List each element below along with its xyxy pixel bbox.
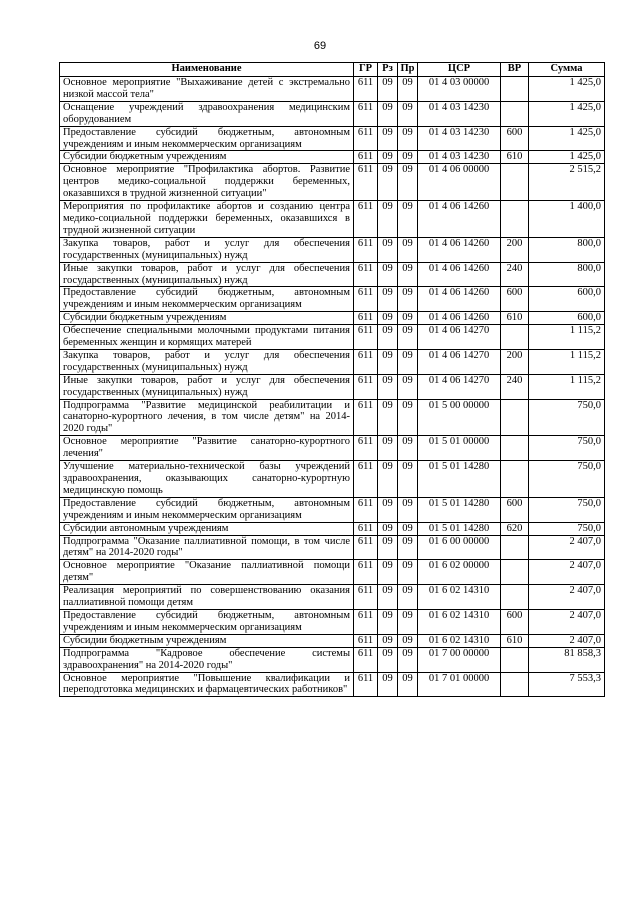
row-csr: 01 5 01 00000 (418, 436, 501, 461)
row-sum: 800,0 (529, 262, 605, 287)
row-vr (501, 560, 529, 585)
row-vr (501, 201, 529, 238)
row-name: Подпрограмма "Кадровое обеспечение системы здравоохранения" на 2014-2020 годы" (60, 647, 354, 672)
row-csr: 01 6 02 14310 (418, 585, 501, 610)
row-vr (501, 399, 529, 436)
table-row (60, 262, 605, 287)
row-pr: 09 (398, 522, 418, 535)
row-gr: 611 (354, 287, 378, 312)
row-csr: 01 5 01 14280 (418, 461, 501, 498)
row-rz: 09 (378, 151, 398, 164)
row-pr: 09 (398, 77, 418, 102)
row-gr: 611 (354, 312, 378, 325)
row-pr: 09 (398, 374, 418, 399)
table-row (60, 399, 605, 436)
row-name: Предоставление субсидий бюджетным, автономным учреждениям и иным некоммерческим организациям (60, 126, 354, 151)
row-name: Основное мероприятие "Повышение квалификации и переподготовка медицинских и фармацевтических работников" (60, 672, 354, 697)
row-rz: 09 (378, 672, 398, 697)
row-csr: 01 6 02 14310 (418, 609, 501, 634)
row-rz: 09 (378, 101, 398, 126)
table-row (60, 312, 605, 325)
row-rz: 09 (378, 634, 398, 647)
row-pr: 09 (398, 560, 418, 585)
table-header-row (60, 63, 605, 77)
row-name: Реализация мероприятий по совершенствованию оказания паллиативной помощи детям (60, 585, 354, 610)
row-csr: 01 4 03 14230 (418, 126, 501, 151)
row-csr: 01 4 06 00000 (418, 164, 501, 201)
row-name: Обеспечение специальными молочными продуктами питания беременных женщин и кормящих матерей (60, 325, 354, 350)
row-name: Улучшение материально-технической базы учреждений здравоохранения, оказывающих санаторно-курортную медицинскую помощь (60, 461, 354, 498)
row-pr: 09 (398, 647, 418, 672)
row-csr: 01 4 06 14260 (418, 201, 501, 238)
row-csr: 01 4 06 14270 (418, 349, 501, 374)
row-gr: 611 (354, 101, 378, 126)
row-csr: 01 4 06 14270 (418, 325, 501, 350)
table-row (60, 287, 605, 312)
row-rz: 09 (378, 461, 398, 498)
row-csr: 01 5 00 00000 (418, 399, 501, 436)
page-number: 69 (313, 40, 327, 52)
row-vr (501, 436, 529, 461)
row-pr: 09 (398, 325, 418, 350)
row-pr: 09 (398, 436, 418, 461)
table-row (60, 77, 605, 102)
row-rz: 09 (378, 126, 398, 151)
row-sum: 1 400,0 (529, 201, 605, 238)
row-vr: 620 (501, 522, 529, 535)
row-sum: 600,0 (529, 312, 605, 325)
table-row (60, 374, 605, 399)
row-rz: 09 (378, 77, 398, 102)
row-sum: 1 425,0 (529, 151, 605, 164)
row-csr: 01 4 06 14260 (418, 287, 501, 312)
row-csr: 01 7 00 00000 (418, 647, 501, 672)
row-sum: 2 407,0 (529, 560, 605, 585)
row-rz: 09 (378, 349, 398, 374)
row-rz: 09 (378, 535, 398, 560)
row-pr: 09 (398, 672, 418, 697)
row-name: Мероприятия по профилактике абортов и созданию центра медико-социальной поддержки беременных, оказавшихся в трудной жизненной ситуации (60, 201, 354, 238)
row-name: Субсидии автономным учреждениям (60, 522, 354, 535)
row-csr: 01 4 06 14270 (418, 374, 501, 399)
row-rz: 09 (378, 399, 398, 436)
row-gr: 611 (354, 151, 378, 164)
row-rz: 09 (378, 436, 398, 461)
row-gr: 611 (354, 672, 378, 697)
row-rz: 09 (378, 237, 398, 262)
table-row (60, 609, 605, 634)
budget-table (59, 62, 605, 697)
row-name: Основное мероприятие "Выхаживание детей с экстремально низкой массой тела" (60, 77, 354, 102)
row-pr: 09 (398, 461, 418, 498)
row-sum: 1 115,2 (529, 374, 605, 399)
row-rz: 09 (378, 522, 398, 535)
row-pr: 09 (398, 634, 418, 647)
row-pr: 09 (398, 585, 418, 610)
row-gr: 611 (354, 325, 378, 350)
row-gr: 611 (354, 647, 378, 672)
row-name: Предоставление субсидий бюджетным, автономным учреждениям и иным некоммерческим организациям (60, 287, 354, 312)
row-rz: 09 (378, 262, 398, 287)
row-name: Подпрограмма "Развитие медицинской реабилитации и санаторно-курортного лечения, в том числе детям" на 2014-2020 годы" (60, 399, 354, 436)
row-rz: 09 (378, 374, 398, 399)
row-rz: 09 (378, 325, 398, 350)
row-vr (501, 164, 529, 201)
row-name: Оснащение учреждений здравоохранения медицинским оборудованием (60, 101, 354, 126)
row-rz: 09 (378, 585, 398, 610)
row-csr: 01 6 02 00000 (418, 560, 501, 585)
row-gr: 611 (354, 461, 378, 498)
table-row (60, 325, 605, 350)
row-csr: 01 5 01 14280 (418, 522, 501, 535)
row-csr: 01 4 06 14260 (418, 312, 501, 325)
row-sum: 7 553,3 (529, 672, 605, 697)
table-row (60, 461, 605, 498)
row-pr: 09 (398, 201, 418, 238)
row-gr: 611 (354, 164, 378, 201)
row-vr: 240 (501, 374, 529, 399)
row-vr (501, 325, 529, 350)
row-pr: 09 (398, 609, 418, 634)
row-sum: 600,0 (529, 287, 605, 312)
row-gr: 611 (354, 126, 378, 151)
row-gr: 611 (354, 634, 378, 647)
row-name: Подпрограмма "Оказание паллиативной помощи, в том числе детям" на 2014-2020 годы" (60, 535, 354, 560)
table-row (60, 201, 605, 238)
row-gr: 611 (354, 497, 378, 522)
row-name: Иные закупки товаров, работ и услуг для обеспечения государственных (муниципальных) нужд (60, 374, 354, 399)
column-header-sum: Сумма (529, 63, 605, 77)
table-row (60, 535, 605, 560)
row-pr: 09 (398, 151, 418, 164)
row-vr: 600 (501, 126, 529, 151)
row-sum: 1 425,0 (529, 77, 605, 102)
row-gr: 611 (354, 609, 378, 634)
row-csr: 01 4 03 00000 (418, 77, 501, 102)
table-row (60, 164, 605, 201)
row-name: Закупка товаров, работ и услуг для обеспечения государственных (муниципальных) нужд (60, 237, 354, 262)
row-name: Субсидии бюджетным учреждениям (60, 151, 354, 164)
row-pr: 09 (398, 164, 418, 201)
row-csr: 01 5 01 14280 (418, 497, 501, 522)
table-row (60, 151, 605, 164)
row-rz: 09 (378, 647, 398, 672)
column-header-pr: Пр (398, 63, 418, 77)
table-row (60, 634, 605, 647)
row-name: Иные закупки товаров, работ и услуг для обеспечения государственных (муниципальных) нужд (60, 262, 354, 287)
row-vr: 600 (501, 497, 529, 522)
row-pr: 09 (398, 312, 418, 325)
row-sum: 2 407,0 (529, 634, 605, 647)
row-csr: 01 7 01 00000 (418, 672, 501, 697)
table-row (60, 522, 605, 535)
row-vr: 600 (501, 287, 529, 312)
row-csr: 01 4 06 14260 (418, 262, 501, 287)
row-sum: 1 115,2 (529, 325, 605, 350)
row-gr: 611 (354, 535, 378, 560)
table-row (60, 436, 605, 461)
row-name: Закупка товаров, работ и услуг для обеспечения государственных (муниципальных) нужд (60, 349, 354, 374)
row-csr: 01 4 03 14230 (418, 101, 501, 126)
row-sum: 750,0 (529, 497, 605, 522)
column-header-vr: ВР (501, 63, 529, 77)
row-name: Основное мероприятие "Профилактика абортов. Развитие центров медико-социальной поддержки беременных, оказавшихся в трудной жизненной ситуации" (60, 164, 354, 201)
row-gr: 611 (354, 399, 378, 436)
row-gr: 611 (354, 436, 378, 461)
row-vr: 240 (501, 262, 529, 287)
row-vr: 200 (501, 349, 529, 374)
column-header-rz: Рз (378, 63, 398, 77)
column-header-gr: ГР (354, 63, 378, 77)
row-vr: 200 (501, 237, 529, 262)
row-vr: 610 (501, 151, 529, 164)
row-pr: 09 (398, 101, 418, 126)
row-rz: 09 (378, 609, 398, 634)
row-vr (501, 647, 529, 672)
row-sum: 81 858,3 (529, 647, 605, 672)
row-name: Предоставление субсидий бюджетным, автономным учреждениям и иным некоммерческим организациям (60, 609, 354, 634)
row-csr: 01 6 02 14310 (418, 634, 501, 647)
row-name: Субсидии бюджетным учреждениям (60, 312, 354, 325)
row-sum: 1 425,0 (529, 101, 605, 126)
row-pr: 09 (398, 497, 418, 522)
column-header-name: Наименование (60, 63, 354, 77)
row-gr: 611 (354, 237, 378, 262)
row-gr: 611 (354, 201, 378, 238)
row-pr: 09 (398, 399, 418, 436)
row-rz: 09 (378, 497, 398, 522)
column-header-csr: ЦСР (418, 63, 501, 77)
row-sum: 2 407,0 (529, 609, 605, 634)
row-vr: 610 (501, 634, 529, 647)
row-pr: 09 (398, 349, 418, 374)
row-vr: 600 (501, 609, 529, 634)
row-rz: 09 (378, 164, 398, 201)
row-vr: 610 (501, 312, 529, 325)
row-sum: 800,0 (529, 237, 605, 262)
row-vr (501, 101, 529, 126)
row-pr: 09 (398, 262, 418, 287)
row-sum: 2 407,0 (529, 585, 605, 610)
row-sum: 750,0 (529, 461, 605, 498)
row-gr: 611 (354, 522, 378, 535)
row-rz: 09 (378, 560, 398, 585)
row-rz: 09 (378, 201, 398, 238)
row-pr: 09 (398, 287, 418, 312)
row-vr (501, 461, 529, 498)
row-pr: 09 (398, 237, 418, 262)
row-name: Предоставление субсидий бюджетным, автономным учреждениям и иным некоммерческим организациям (60, 497, 354, 522)
table-row (60, 349, 605, 374)
row-vr (501, 672, 529, 697)
row-sum: 750,0 (529, 522, 605, 535)
row-gr: 611 (354, 77, 378, 102)
row-csr: 01 4 03 14230 (418, 151, 501, 164)
table-row (60, 647, 605, 672)
row-sum: 750,0 (529, 399, 605, 436)
table-row (60, 560, 605, 585)
table-row (60, 126, 605, 151)
table-row (60, 497, 605, 522)
table-row (60, 237, 605, 262)
row-gr: 611 (354, 585, 378, 610)
row-gr: 611 (354, 349, 378, 374)
row-vr (501, 585, 529, 610)
row-pr: 09 (398, 126, 418, 151)
row-sum: 750,0 (529, 436, 605, 461)
row-gr: 611 (354, 262, 378, 287)
row-vr (501, 535, 529, 560)
row-name: Основное мероприятие "Развитие санаторно-курортного лечения" (60, 436, 354, 461)
row-sum: 2 407,0 (529, 535, 605, 560)
row-vr (501, 77, 529, 102)
row-csr: 01 4 06 14260 (418, 237, 501, 262)
table-row (60, 672, 605, 697)
row-gr: 611 (354, 374, 378, 399)
table-row (60, 101, 605, 126)
row-rz: 09 (378, 287, 398, 312)
row-pr: 09 (398, 535, 418, 560)
row-csr: 01 6 00 00000 (418, 535, 501, 560)
row-gr: 611 (354, 560, 378, 585)
row-name: Субсидии бюджетным учреждениям (60, 634, 354, 647)
table-row (60, 585, 605, 610)
row-sum: 2 515,2 (529, 164, 605, 201)
row-sum: 1 425,0 (529, 126, 605, 151)
row-name: Основное мероприятие "Оказание паллиативной помощи детям" (60, 560, 354, 585)
row-rz: 09 (378, 312, 398, 325)
row-sum: 1 115,2 (529, 349, 605, 374)
